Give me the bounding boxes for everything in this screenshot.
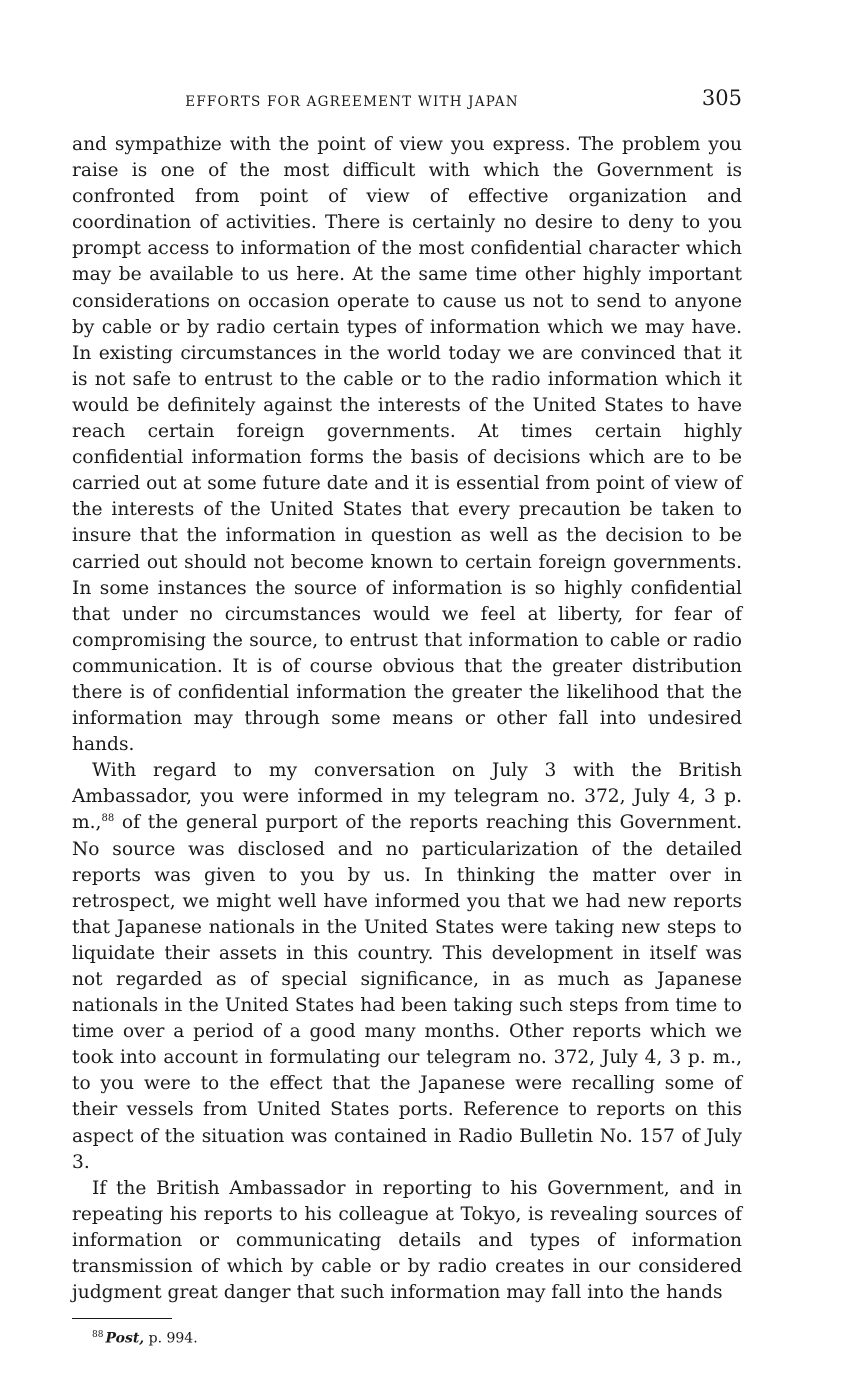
running-title: EFFORTS FOR AGREEMENT WITH JAPAN xyxy=(185,94,519,110)
footnote-mark: 88 xyxy=(92,1330,104,1341)
footnote-reference-text: Post, xyxy=(105,1330,145,1347)
footnote-divider xyxy=(72,1318,172,1319)
paragraph-2-text-after: of the general purport of the reports reaching this Government. No source was disclosed and no particularization of the detailed reports was given to you by us. In thinking the matter over in retrospect, we might well have informed you that we had new reports that Japanese nationals in the United States were taking new steps to liquidate their assets in this country. This development in itself was not regarded as of special significance, in as much as Japanese nationals in the United States had been taking such steps from time to time over a period of a good many months. Other reports which we took into account in formulating our telegram no. 372, July 4, 3 p. m., to you were to the effect that the Japanese were recalling some of their vessels from United States ports. Reference to reports on this aspect of the situation was contained in Radio Bulletin No. 157 of July 3. xyxy=(72,812,742,1173)
body-text xyxy=(72,132,742,1306)
paragraph-2-text-before: With regard to my conversation on July 3 with the British Ambassador, you were informed in my telegram no. 372, July 4, 3 p. m., xyxy=(72,760,742,834)
footnote xyxy=(72,1325,742,1349)
paragraph-2 xyxy=(72,758,742,1176)
footnote-reference[interactable]: 88 xyxy=(101,813,115,825)
running-head xyxy=(72,86,742,118)
document-page xyxy=(72,86,742,1349)
footnote-page: p. 994. xyxy=(144,1330,198,1347)
paragraph-1: and sympathize with the point of view you express. The problem you raise is one of the most difficult with which the Government is confronted from point of view of effective organization and coordination of activities. There is certainly no desire to deny to you prompt access to information of the most confidential character which may be available to us here. At the same time other highly important considerations on occasion operate to cause us not to send to anyone by cable or by radio certain types of information which we may have. In existing circumstances in the world today we are convinced that it is not safe to entrust to the cable or to the radio information which it would be definitely against the interests of the United States to have reach certain foreign governments. At times certain highly confidential information forms the basis of decisions which are to be carried out at some future date and it is essential from point of view of the interests of the United States that every precaution be taken to insure that the information in question as well as the decision to be carried out should not become known to certain foreign governments. In some instances the source of information is so highly confidential that under no circumstances would we feel at liberty, for fear of compromising the source, to entrust that information to cable or radio communication. It is of course obvious that the greater distribution there is of confidential information the greater the likelihood that the information may through some means or other fall into undesired hands. xyxy=(72,134,742,756)
page-number: 305 xyxy=(701,86,742,110)
paragraph-3: If the British Ambassador in reporting to his Government, and in repeating his reports to his colleague at Tokyo, is revealing sources of information or communicating details and types of information transmission of which by cable or by radio creates in our considered judgment great danger that such information may fall into the hands xyxy=(72,1177,742,1304)
